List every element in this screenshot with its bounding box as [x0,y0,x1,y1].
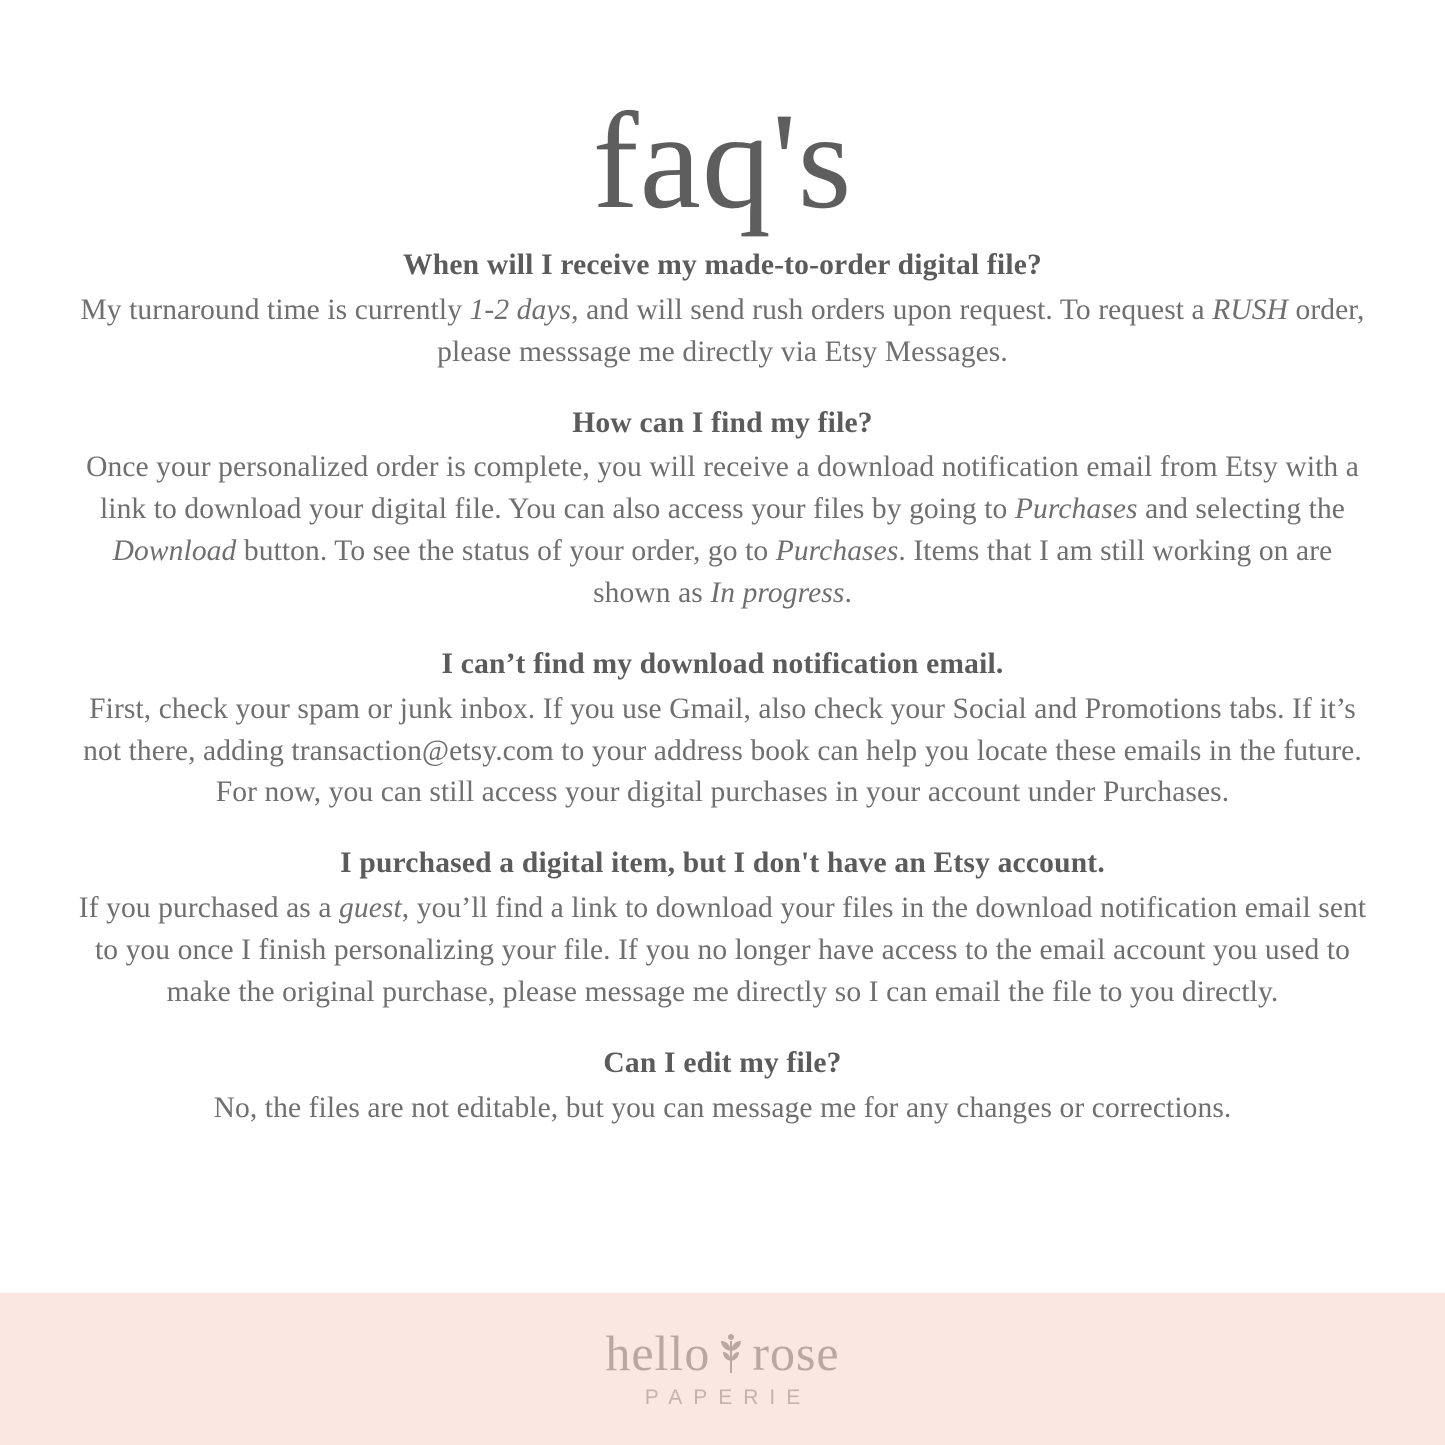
faq-item [72,1044,1373,1130]
faq-answer: Once your personalized order is complete, you will receive a download notification email from Etsy with a link to download your digital file. You can also access your files by going to Purchases and selecting the Download button. To see the status of your order, go to Purchases. Items that I am still working on are shown as In progress. [86,451,1359,609]
faq-answer: If you purchased as a guest, you’ll find a link to download your files in the download notification email sent to you once I finish personalizing your file. If you no longer have access to the email account you used to make the original purchase, please message me directly so I can email the file to you directly. [78,892,1367,1008]
faq-answer: No, the files are not editable, but you can message me for any changes or corrections. [213,1091,1232,1124]
faq-question: I purchased a digital item, but I don't have an Etsy account. [340,847,1105,880]
page-title: faq's [592,84,853,237]
faq-answer: First, check your spam or junk inbox. If you use Gmail, also check your Social and Promotions tabs. If it’s not there, adding transaction@etsy.com to your address book can help you locate these emails in the future. For now, you can still access your digital purchases in your account under Purchases. [83,692,1362,809]
brand-name-part-2: rose [752,1325,840,1381]
leaf-sprig-icon [714,1331,748,1375]
faq-question: When will I receive my made-to-order digital file? [403,249,1042,281]
faq-item [72,404,1373,615]
brand-logo [605,1325,840,1381]
faq-question: Can I edit my file? [603,1046,842,1079]
faq-item [72,645,1373,814]
brand-name-part-1: hello [605,1325,711,1381]
faq-list [72,246,1373,1129]
brand-footer [0,1293,1445,1445]
faq-item [72,246,1373,374]
brand-tagline: PAPERIE [644,1386,812,1409]
faq-answer: My turnaround time is currently 1-2 days, and will send rush orders upon request. To request a RUSH order, please messsage me directly via Etsy Messages. [80,293,1365,368]
faq-item [72,844,1373,1013]
faq-question: How can I find my file? [572,406,873,439]
faq-question: I can’t find my download notification email. [441,647,1004,680]
